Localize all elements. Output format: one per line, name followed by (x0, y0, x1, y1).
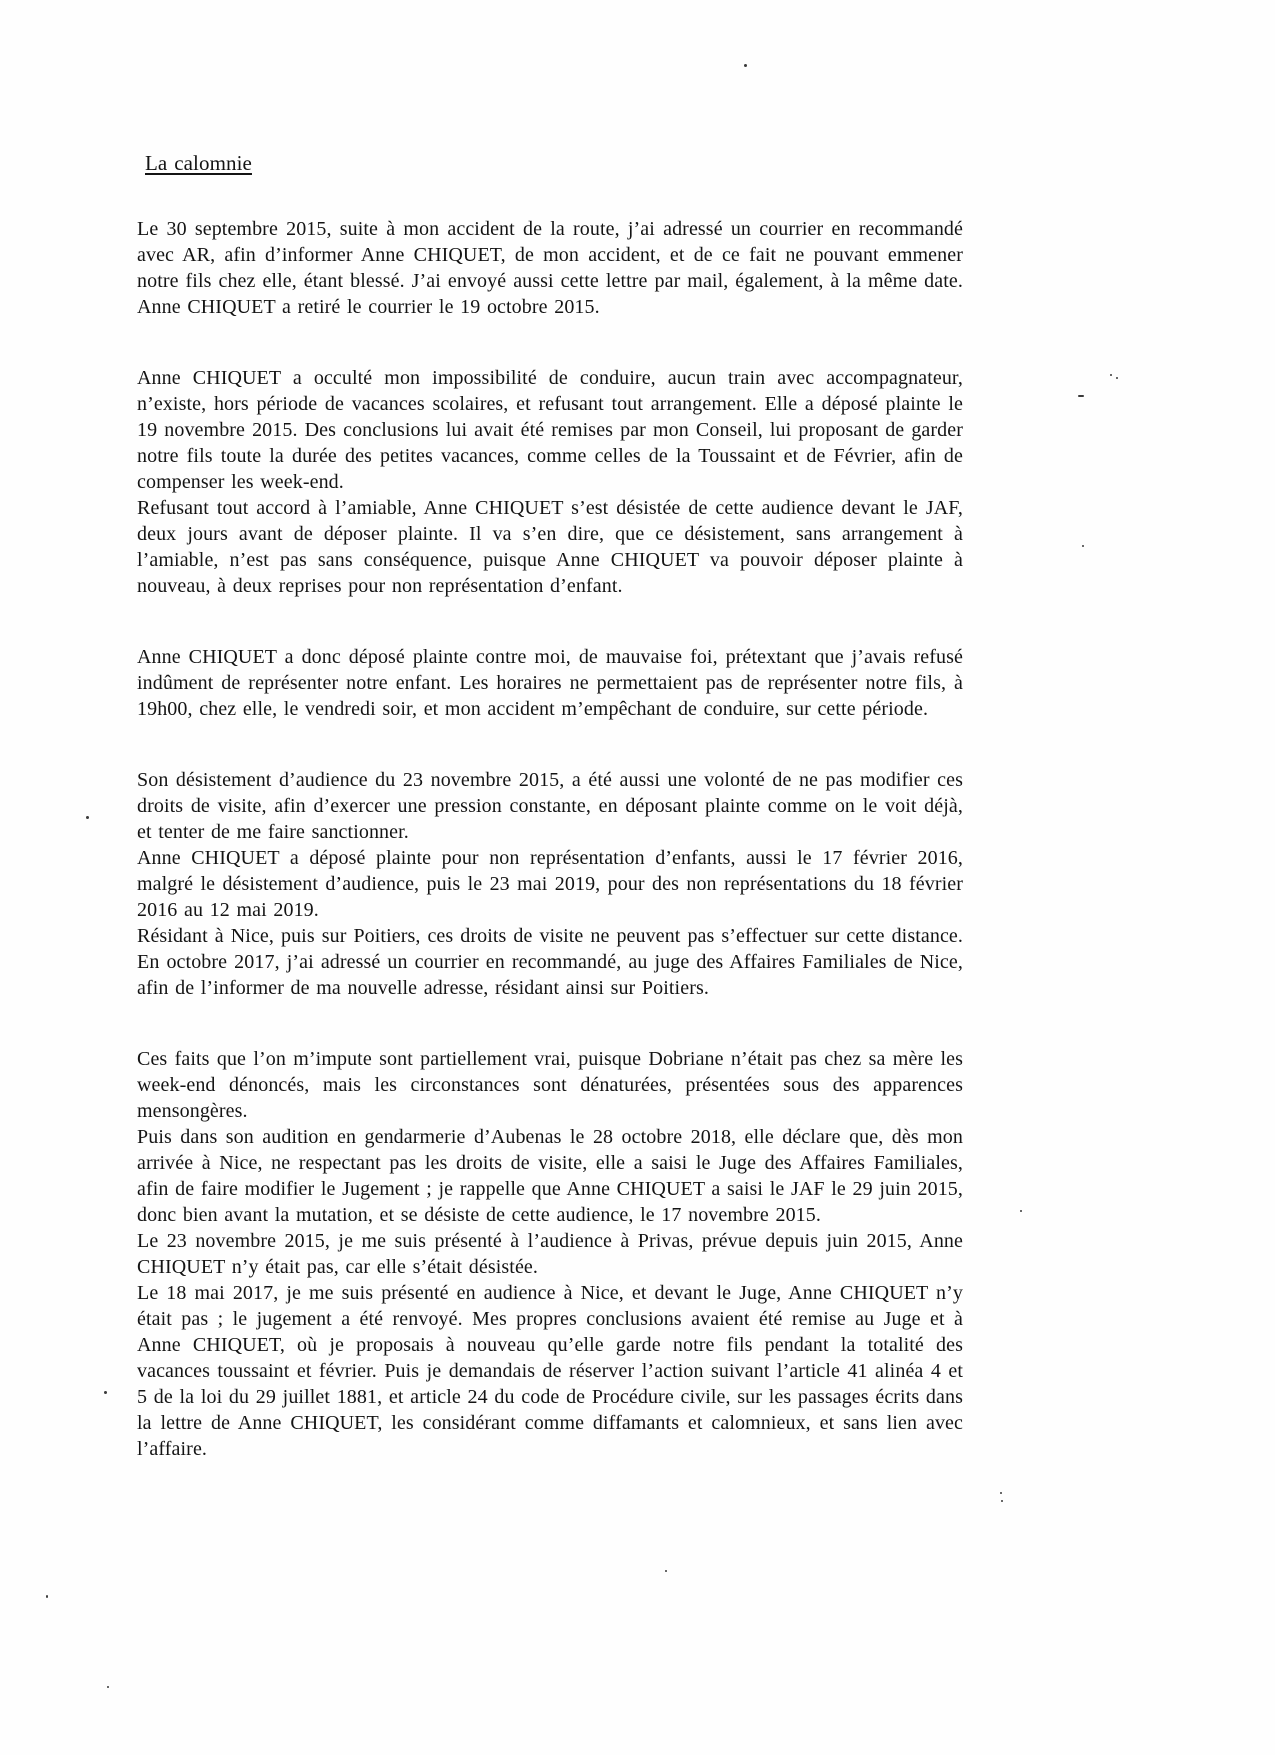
paragraph: Ces faits que l’on m’impute sont partiellement vrai, puisque Dobriane n’était pas chez sa mère les week-end dénoncés, mais les circonstances sont dénaturées, présentées sous des apparences mensongères. (137, 1048, 963, 1122)
scan-speck (1020, 1210, 1022, 1212)
paragraph-group-3 (137, 644, 963, 722)
paragraph-group-2 (137, 365, 963, 599)
paragraph: Refusant tout accord à l’amiable, Anne CHIQUET s’est désistée de cette audience devant le JAF, deux jours avant de déposer plainte. Il va s’en dire, que ce désistement, sans arrangement à l’amiable, n’est pas sans conséquence, puisque Anne CHIQUET va pouvoir déposer plainte à nouveau, à deux reprises pour non représentation d’enfant. (137, 497, 963, 597)
scan-speck (1082, 545, 1084, 547)
paragraph: Anne CHIQUET a donc déposé plainte contre moi, de mauvaise foi, prétextant que j’avais refusé indûment de représenter notre enfant. Les horaires ne permettaient pas de représenter notre fils, à 19h00, chez elle, le vendredi soir, et mon accident m’empêchant de conduire, sur cette période. (137, 646, 963, 720)
paragraph: Le 30 septembre 2015, suite à mon accident de la route, j’ai adressé un courrier en recommandé avec AR, afin d’informer Anne CHIQUET, de mon accident, et de ce fait ne pouvant emmener notre fils chez elle, étant blessé. J’ai envoyé aussi cette lettre par mail, également, à la même date. Anne CHIQUET a retiré le courrier le 19 octobre 2015. (137, 218, 963, 318)
paragraph: Résidant à Nice, puis sur Poitiers, ces droits de visite ne peuvent pas s’effectuer sur cette distance. En octobre 2017, j’ai adressé un courrier en recommandé, au juge des Affaires Familiales de Nice, afin de l’informer de ma nouvelle adresse, résidant ainsi sur Poitiers. (137, 925, 963, 999)
scan-speck (104, 1391, 107, 1394)
paragraph-group-4 (137, 767, 963, 1001)
paragraph: Puis dans son audition en gendarmerie d’Aubenas le 28 octobre 2018, elle déclare que, dès mon arrivée à Nice, ne respectant pas les droits de visite, elle a saisi le Juge des Affaires Familiales, afin de faire modifier le Jugement ; je rappelle que Anne CHIQUET a saisi le JAF le 29 juin 2015, donc bien avant la mutation, et se désiste de cette audience, le 17 novembre 2015. (137, 1126, 963, 1226)
scan-speck (1078, 395, 1084, 397)
scan-speck (1110, 374, 1112, 376)
scan-speck (86, 816, 89, 819)
scan-speck (665, 1570, 667, 1572)
scan-speck (107, 1686, 109, 1688)
paragraph: Le 18 mai 2017, je me suis présenté en audience à Nice, et devant le Juge, Anne CHIQUET n’y était pas ; le jugement a été renvoyé. Mes propres conclusions avaient été remise au Juge et à Anne CHIQUET, où je proposais à nouveau qu’elle garde notre fils pendant la totalité des vacances toussaint et février. Puis je demandais de réserver l’action suivant l’article 41 alinéa 4 et 5 de la loi du 29 juillet 1881, et article 24 du code de Procédure civile, sur les passages écrits dans la lettre de Anne CHIQUET, les considérant comme diffamants et calomnieux, et sans lien avec l’affaire. (137, 1282, 963, 1460)
document-body (137, 150, 963, 1462)
paragraph: Son désistement d’audience du 23 novembre 2015, a été aussi une volonté de ne pas modifier ces droits de visite, afin d’exercer une pression constante, en déposant plainte comme on le voit déjà, et tenter de me faire sanctionner. (137, 769, 963, 843)
paragraph: Anne CHIQUET a occulté mon impossibilité de conduire, aucun train avec accompagnateur, n’existe, hors période de vacances scolaires, et refusant tout arrangement. Elle a déposé plainte le 19 novembre 2015. Des conclusions lui avait été remises par mon Conseil, lui proposant de garder notre fils toute la durée des petites vacances, comme celles de la Toussaint et de Février, afin de compenser les week-end. (137, 367, 963, 493)
paragraph-group-1 (137, 216, 963, 320)
paragraph-group-5 (137, 1046, 963, 1462)
scan-speck (744, 64, 747, 67)
paragraph: Le 23 novembre 2015, je me suis présenté à l’audience à Privas, prévue depuis juin 2015, Anne CHIQUET n’y était pas, car elle s’était désistée. (137, 1230, 963, 1278)
document-title: La calomnie (145, 151, 252, 175)
scan-speck (1116, 377, 1118, 379)
scan-speck (1000, 1492, 1002, 1494)
scan-speck (1001, 1500, 1003, 1502)
scan-speck (46, 1595, 48, 1598)
paragraph: Anne CHIQUET a déposé plainte pour non représentation d’enfants, aussi le 17 février 2016, malgré le désistement d’audience, puis le 23 mai 2019, pour des non représentations du 18 février 2016 au 12 mai 2019. (137, 847, 963, 921)
